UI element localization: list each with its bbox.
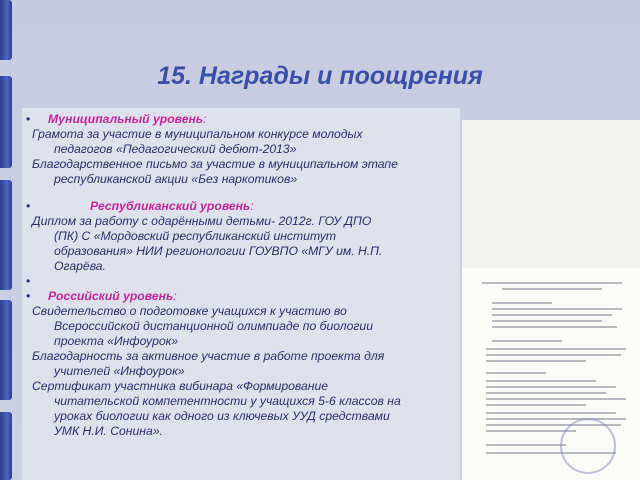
section-heading-russia xyxy=(26,289,452,304)
level-colon: : xyxy=(173,289,177,303)
level-title: Республиканский уровень xyxy=(90,199,251,213)
bullet: • xyxy=(26,112,31,126)
section-heading-municipal xyxy=(26,112,452,127)
awards-list xyxy=(22,108,460,480)
level-title: Муниципальный уровень xyxy=(48,112,204,126)
decor-bar xyxy=(0,0,12,60)
award-item: Благодарственное письмо за участие в муниципальном этапе республиканской акции «Без наркотиков» xyxy=(32,157,398,186)
level-title: Российский уровень xyxy=(48,289,174,303)
award-item: Свидетельство о подготовке учащихся к участию во Всероссийской дистанционной олимпиаде по биологии проекта «Инфоурок» xyxy=(32,304,373,348)
stamp-mark xyxy=(560,418,616,474)
decor-bar xyxy=(0,300,12,400)
decor-bar xyxy=(0,180,12,290)
award-item: Благодарность за активное участие в работе проекта для учителей «Инфоурок» xyxy=(32,349,385,378)
award-item: Диплом за работу с одарёнными детьми- 2012г. ГОУ ДПО (ПК) С «Мордовский республиканский институт образования» НИИ регионологии ГОУВПО «МГУ им. Н.П. Огарёва. xyxy=(32,214,383,273)
bullet: • xyxy=(26,289,31,303)
section-heading-republic xyxy=(26,199,452,214)
level-colon: : xyxy=(250,199,254,213)
slide-title: 15. Награды и поощрения xyxy=(157,62,483,90)
certificate-image-top xyxy=(462,120,640,268)
bullet: • xyxy=(26,199,31,213)
decor-bar xyxy=(0,412,12,480)
award-item: Грамота за участие в муниципальном конкурсе молодых педагогов «Педагогический дебют-2013» xyxy=(32,127,363,156)
level-colon: : xyxy=(203,112,207,126)
certificate-image xyxy=(462,268,640,480)
award-item: Сертификат участника вибинара «Формирование читательской компетентности у учащихся 5-6 классов на уроках биологии как одного из ключевых УУД средствами УМК Н.И. Сонина». xyxy=(32,379,401,438)
empty-bullet: • xyxy=(26,274,31,288)
